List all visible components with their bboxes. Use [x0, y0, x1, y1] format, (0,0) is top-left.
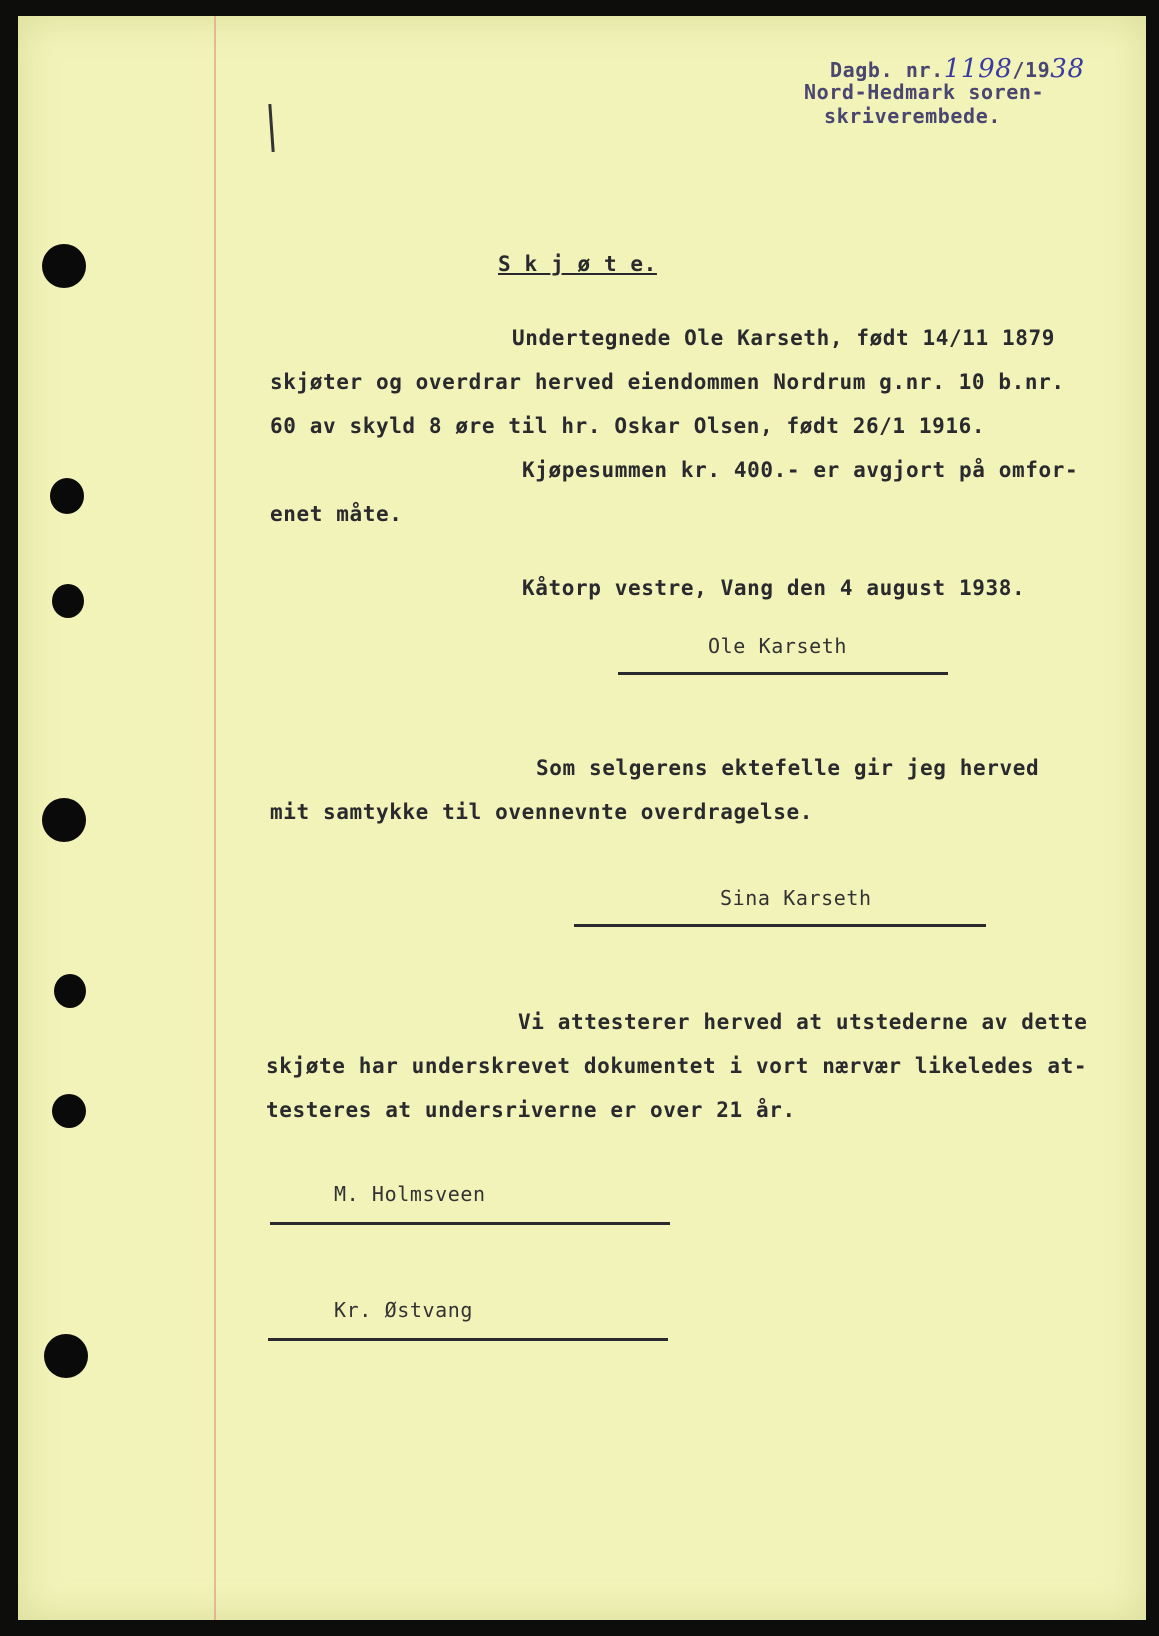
document-title: S k j ø t e.	[498, 252, 657, 276]
stamp-dagb: Dagb. nr.1198/1938	[830, 54, 1085, 84]
dagb-year: 38	[1050, 54, 1085, 84]
punch-hole-2	[50, 478, 84, 514]
spouse-consent-line2: mit samtykke til ovennevnte overdragelse.	[270, 800, 813, 824]
attestation-line3: testeres at undersriverne er over 21 år.	[266, 1098, 796, 1122]
paragraph2-line1: Kjøpesummen kr. 400.- er avgjort på omfor-	[522, 458, 1079, 482]
punch-hole-3	[52, 584, 84, 618]
signature-sina-karseth: Sina Karseth	[720, 886, 872, 910]
attestation-line2: skjøte har underskrevet dokumentet i vort nærvær likeledes at-	[266, 1054, 1088, 1078]
margin-rule	[214, 16, 216, 1620]
witness-line-1	[270, 1222, 670, 1225]
signature-line-1	[618, 672, 948, 675]
witness-line-2	[268, 1338, 668, 1341]
punch-hole-6	[52, 1094, 86, 1128]
paragraph1-line3: 60 av skyld 8 øre til hr. Oskar Olsen, født 26/1 1916.	[270, 414, 986, 438]
paragraph1-line1: Undertegnede Ole Karseth, født 14/11 1879	[512, 326, 1055, 350]
dagb-number: 1198	[943, 54, 1013, 84]
paragraph2-line2: enet måte.	[270, 502, 403, 526]
signature-line-2	[574, 924, 986, 927]
paragraph1-line2: skjøter og overdrar herved eiendommen Nordrum g.nr. 10 b.nr.	[270, 370, 1065, 394]
check-mark	[268, 104, 274, 152]
punch-hole-7	[44, 1334, 88, 1378]
witness-ostvang: Kr. Østvang	[334, 1298, 474, 1322]
document-page	[18, 16, 1146, 1620]
stamp-office-line2: skriverembede.	[824, 104, 1001, 128]
attestation-line1: Vi attesterer herved at utstederne av dette	[518, 1010, 1088, 1034]
punch-hole-5	[54, 974, 86, 1008]
spouse-consent-line1: Som selgerens ektefelle gir jeg herved	[536, 756, 1040, 780]
signature-ole-karseth: Ole Karseth	[708, 634, 848, 658]
place-date: Kåtorp vestre, Vang den 4 august 1938.	[522, 576, 1026, 600]
stamp-office-line1: Nord-Hedmark soren-	[804, 80, 1045, 104]
witness-holmsveen: M. Holmsveen	[334, 1182, 486, 1206]
punch-hole-4	[42, 798, 86, 842]
punch-hole-1	[42, 244, 86, 288]
